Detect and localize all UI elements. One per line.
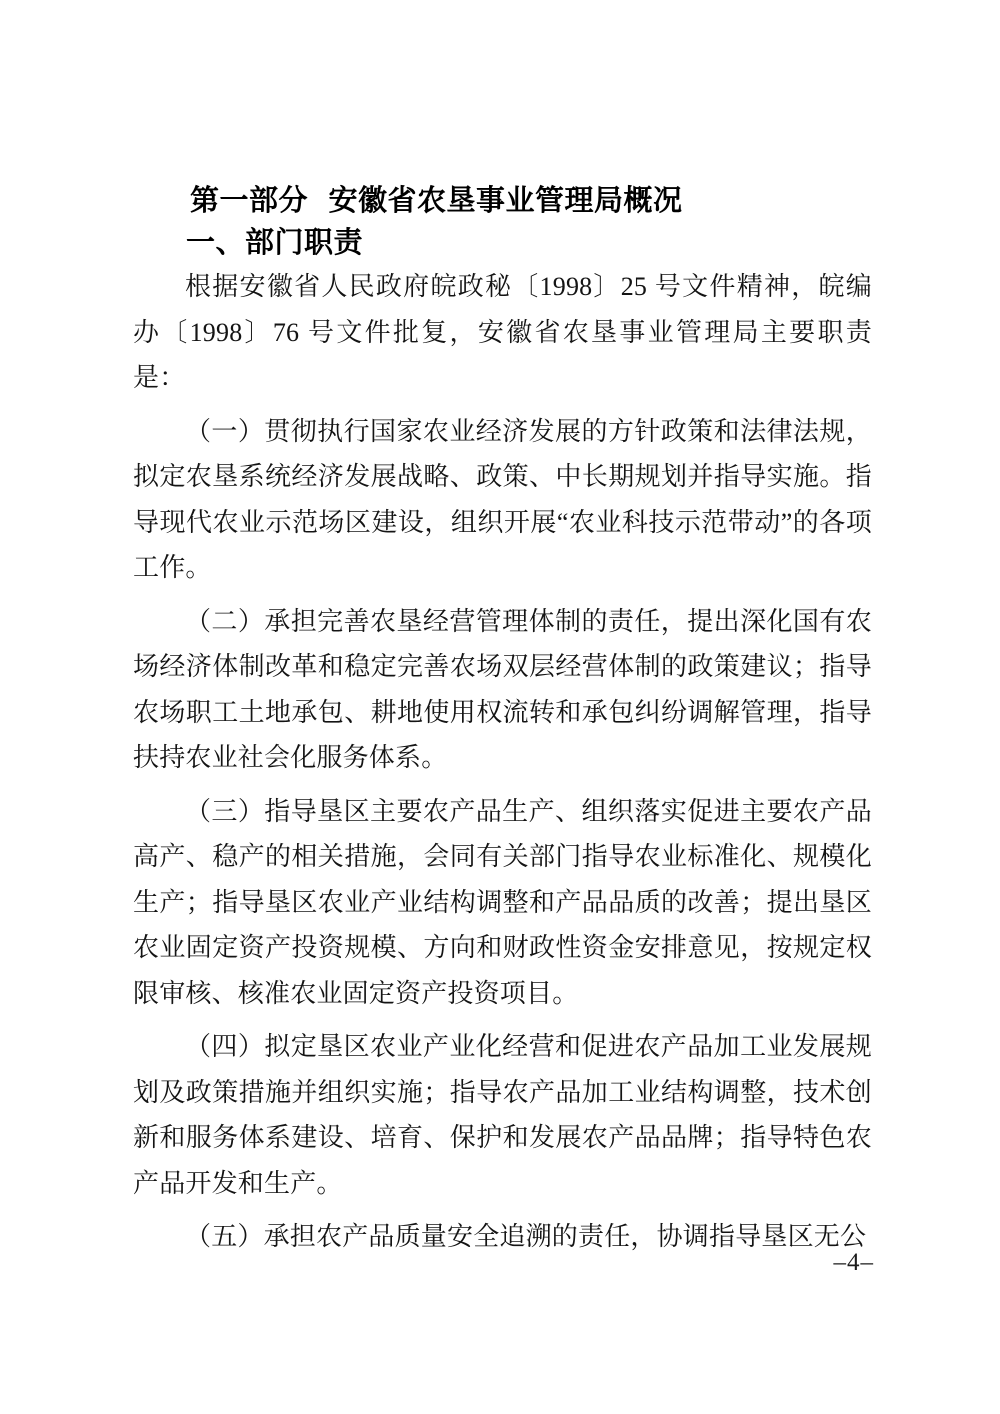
body-paragraph-duty-3: （三）指导垦区主要农产品生产、组织落实促进主要农产品高产、稳产的相关措施，会同有关部门指导农业标准化、规模化生产；指导垦区农业产业结构调整和产品品质的改善；提出垦区农业固定资产投资规模、方向和财政性资金安排意见，按规定权限审核、核准农业固定资产投资项目。 — [133, 796, 872, 1008]
section-title: 第一部分 安徽省农垦事业管理局概况 — [190, 185, 683, 217]
body-text — [133, 264, 872, 1260]
page-number: –4– — [833, 1249, 874, 1276]
body-paragraph-duty-5: （五）承担农产品质量安全追溯的责任，协调指导垦区无公 — [185, 1222, 867, 1251]
document-content — [133, 172, 872, 1260]
body-paragraph-duty-4: （四）拟定垦区农业产业化经营和促进农产品加工业发展规划及政策措施并组织实施；指导农产品加工业结构调整，技术创新和服务体系建设、培育、保护和发展农产品品牌；指导特色农产品开发和生产。 — [133, 1032, 872, 1198]
body-paragraph-intro: 根据安徽省人民政府皖政秘〔1998〕25 号文件精神，皖编办〔1998〕76 号文件批复，安徽省农垦事业管理局主要职责是： — [133, 272, 872, 392]
body-paragraph-duty-1: （一）贯彻执行国家农业经济发展的方针政策和法律法规，拟定农垦系统经济发展战略、政策、中长期规划并指导实施。指导现代农业示范场区建设，组织开展“农业科技示范带动”的各项工作。 — [133, 416, 872, 582]
body-paragraph-duty-2: （二）承担完善农垦经营管理体制的责任，提出深化国有农场经济体制改革和稳定完善农场双层经营体制的政策建议；指导农场职工土地承包、耕地使用权流转和承包纠纷调解管理，指导扶持农业社会化服务体系。 — [133, 606, 872, 772]
subsection-title: 一、部门职责 — [186, 227, 364, 259]
